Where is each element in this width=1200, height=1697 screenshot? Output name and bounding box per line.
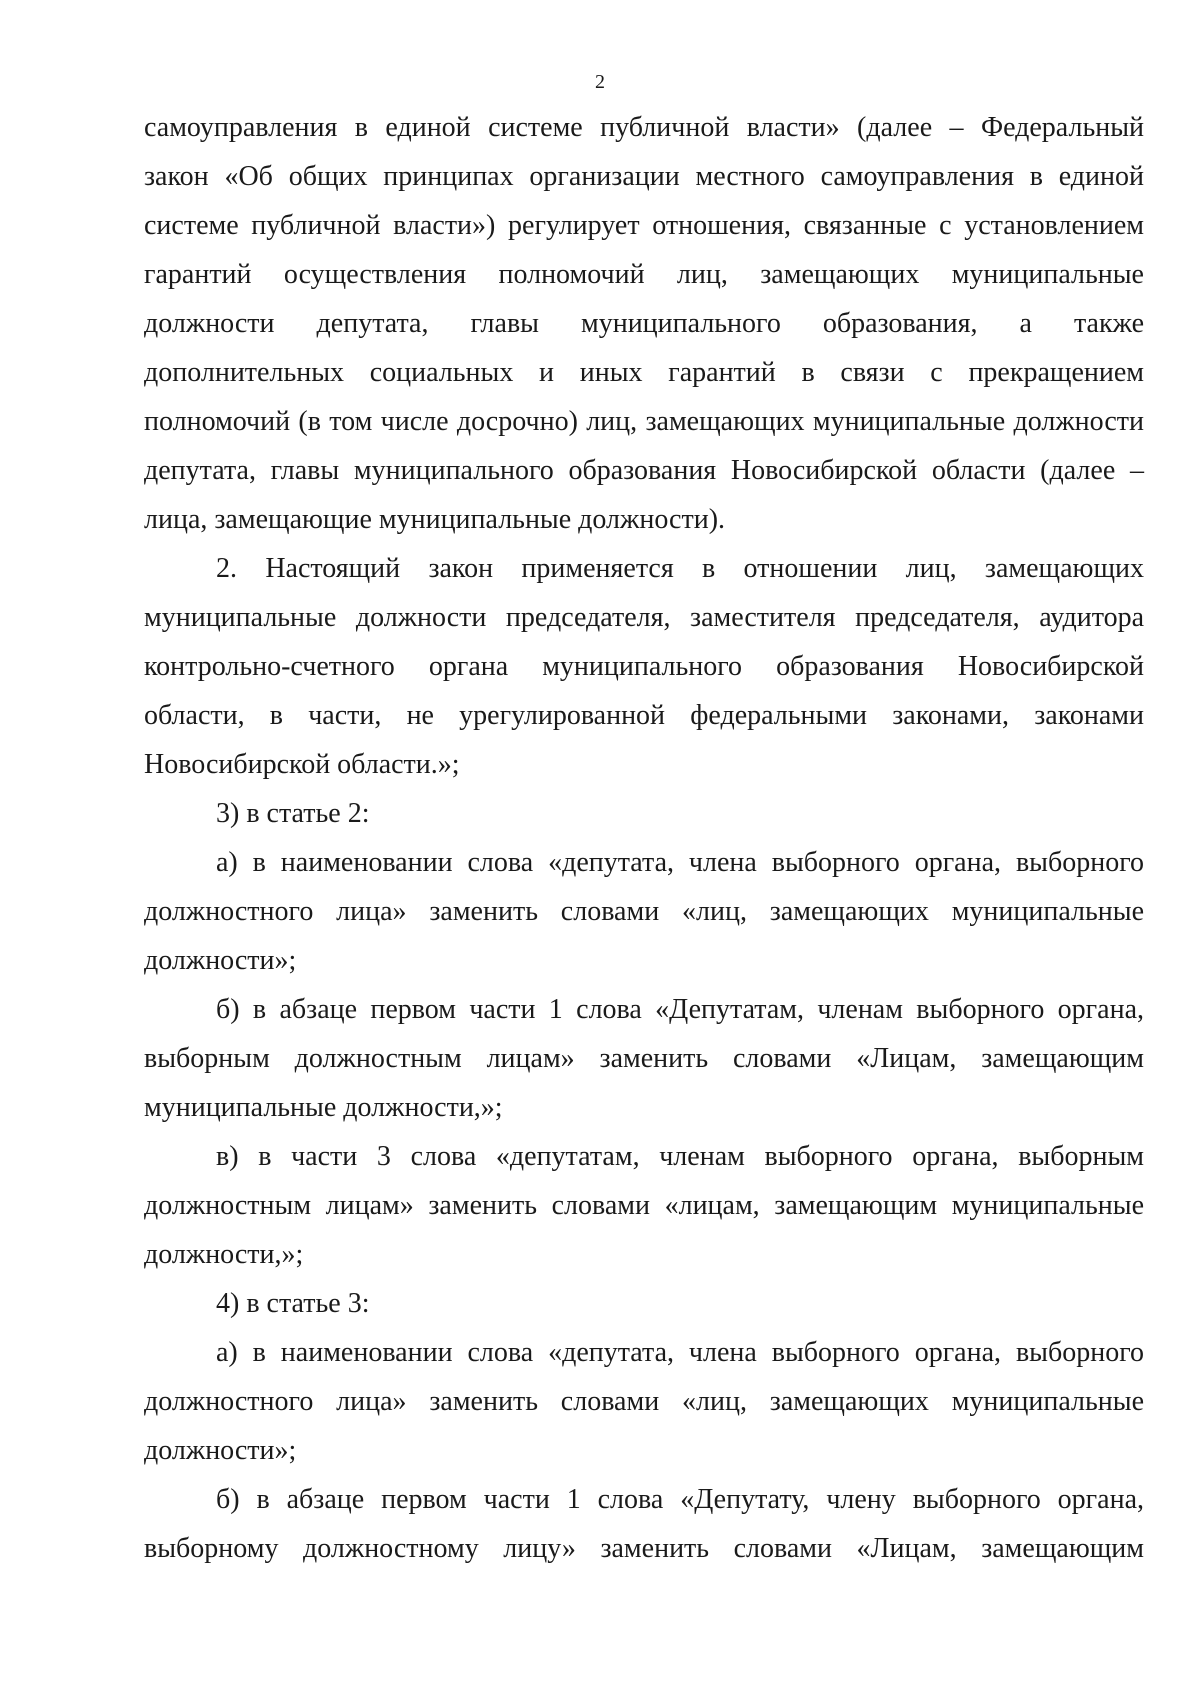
text-line: выборному должностному лицу» заменить словами «Лицам, замещающим xyxy=(144,1533,1144,1564)
text-line: выборным должностным лицам» заменить словами «Лицам, замещающим xyxy=(144,1043,1144,1074)
text-line: 4) в статье 3: xyxy=(216,1288,370,1319)
paragraph xyxy=(144,838,1144,985)
text-line: должности»; xyxy=(144,945,297,976)
text-line: муниципальные должности председателя, заместителя председателя, аудитора xyxy=(144,602,1144,633)
text-line: системе публичной власти») регулирует отношения, связанные с установлением xyxy=(144,210,1144,241)
text-line: должности»; xyxy=(144,1435,297,1466)
text-line: должности депутата, главы муниципального образования, а также xyxy=(144,308,1144,339)
text-line: муниципальные должности,»; xyxy=(144,1092,503,1123)
paragraph xyxy=(144,544,1144,789)
text-line: должности,»; xyxy=(144,1239,304,1270)
page-number: 2 xyxy=(595,71,605,93)
document-body xyxy=(144,103,1144,1573)
text-line: лица, замещающие муниципальные должности). xyxy=(144,504,726,535)
text-line: области, в части, не урегулированной федеральными законами, законами xyxy=(144,700,1144,731)
text-line: 2. Настоящий закон применяется в отношении лиц, замещающих xyxy=(216,553,1144,584)
text-line: б) в абзаце первом части 1 слова «Депутату, члену выборного органа, xyxy=(216,1484,1144,1515)
paragraph xyxy=(144,985,1144,1132)
text-line: гарантий осуществления полномочий лиц, замещающих муниципальные xyxy=(144,259,1144,290)
text-line: а) в наименовании слова «депутата, члена выборного органа, выборного xyxy=(216,847,1144,878)
text-line: Новосибирской области.»; xyxy=(144,749,460,780)
text-line: б) в абзаце первом части 1 слова «Депутатам, членам выборного органа, xyxy=(216,994,1144,1025)
paragraph xyxy=(144,1328,1144,1475)
paragraph xyxy=(144,1475,1144,1573)
text-line: должностного лица» заменить словами «лиц, замещающих муниципальные xyxy=(144,896,1144,927)
paragraph xyxy=(144,1279,1144,1328)
text-line: должностного лица» заменить словами «лиц, замещающих муниципальные xyxy=(144,1386,1144,1417)
text-line: контрольно-счетного органа муниципального образования Новосибирской xyxy=(144,651,1144,682)
paragraph xyxy=(144,103,1144,544)
paragraph xyxy=(144,1132,1144,1279)
text-line: дополнительных социальных и иных гарантий в связи с прекращением xyxy=(144,357,1144,388)
text-line: закон «Об общих принципах организации местного самоуправления в единой xyxy=(144,161,1144,192)
text-line: депутата, главы муниципального образования Новосибирской области (далее – xyxy=(144,455,1144,486)
text-line: полномочий (в том числе досрочно) лиц, замещающих муниципальные должности xyxy=(144,406,1144,437)
text-line: самоуправления в единой системе публичной власти» (далее – Федеральный xyxy=(144,112,1144,143)
text-line: а) в наименовании слова «депутата, члена выборного органа, выборного xyxy=(216,1337,1144,1368)
text-line: 3) в статье 2: xyxy=(216,798,370,829)
text-line: в) в части 3 слова «депутатам, членам выборного органа, выборным xyxy=(216,1141,1144,1172)
text-line: должностным лицам» заменить словами «лицам, замещающим муниципальные xyxy=(144,1190,1144,1221)
paragraph xyxy=(144,789,1144,838)
